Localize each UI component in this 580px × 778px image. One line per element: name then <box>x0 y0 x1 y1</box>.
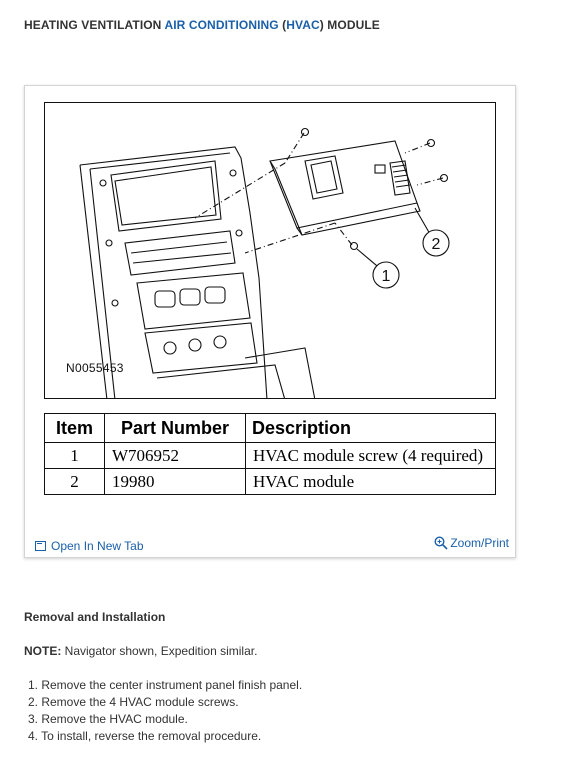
zoom-icon <box>434 536 448 550</box>
note-text: Navigator shown, Expedition similar. <box>61 644 258 658</box>
new-tab-icon <box>35 541 46 551</box>
table-row <box>45 443 496 469</box>
open-in-new-tab-label: Open In New Tab <box>51 539 144 553</box>
hvac-diagram[interactable] <box>44 102 496 399</box>
cell-description: HVAC module screw (4 required) <box>246 443 496 469</box>
figure-card <box>24 85 516 558</box>
zoom-print-link[interactable] <box>434 536 509 550</box>
header-part-number: Part Number <box>105 414 246 443</box>
title-text-3: ) MODULE <box>319 18 380 32</box>
open-in-new-tab-link[interactable] <box>35 539 144 553</box>
table-row <box>45 469 496 495</box>
page-title <box>24 18 380 32</box>
procedure-steps <box>28 678 302 746</box>
note <box>24 644 257 658</box>
callout-2: 2 <box>431 236 441 253</box>
note-label: NOTE: <box>24 644 62 658</box>
section-heading: Removal and Installation <box>24 610 166 624</box>
figure-code: N0055453 <box>66 361 124 375</box>
hvac-module-illustration <box>45 103 496 399</box>
cell-item: 2 <box>45 469 105 495</box>
hvac-link[interactable]: HVAC <box>286 18 320 32</box>
air-conditioning-link[interactable]: AIR CONDITIONING <box>164 18 279 32</box>
parts-table <box>44 413 496 495</box>
cell-part-number: W706952 <box>105 443 246 469</box>
table-header-row <box>45 414 496 443</box>
list-item: 2. Remove the 4 HVAC module screws. <box>28 695 239 709</box>
cell-item: 1 <box>45 443 105 469</box>
cell-part-number: 19980 <box>105 469 246 495</box>
header-item: Item <box>45 414 105 443</box>
header-description: Description <box>246 414 496 443</box>
callout-1: 1 <box>381 268 391 285</box>
list-item: 1. Remove the center instrument panel finish panel. <box>28 678 303 692</box>
title-text-2: ( <box>278 18 287 32</box>
list-item: 3. Remove the HVAC module. <box>28 712 188 726</box>
zoom-print-label: Zoom/Print <box>450 536 509 550</box>
title-text-1: HEATING VENTILATION <box>24 18 165 32</box>
cell-description: HVAC module <box>246 469 496 495</box>
list-item: 4. To install, reverse the removal procedure. <box>28 729 262 743</box>
